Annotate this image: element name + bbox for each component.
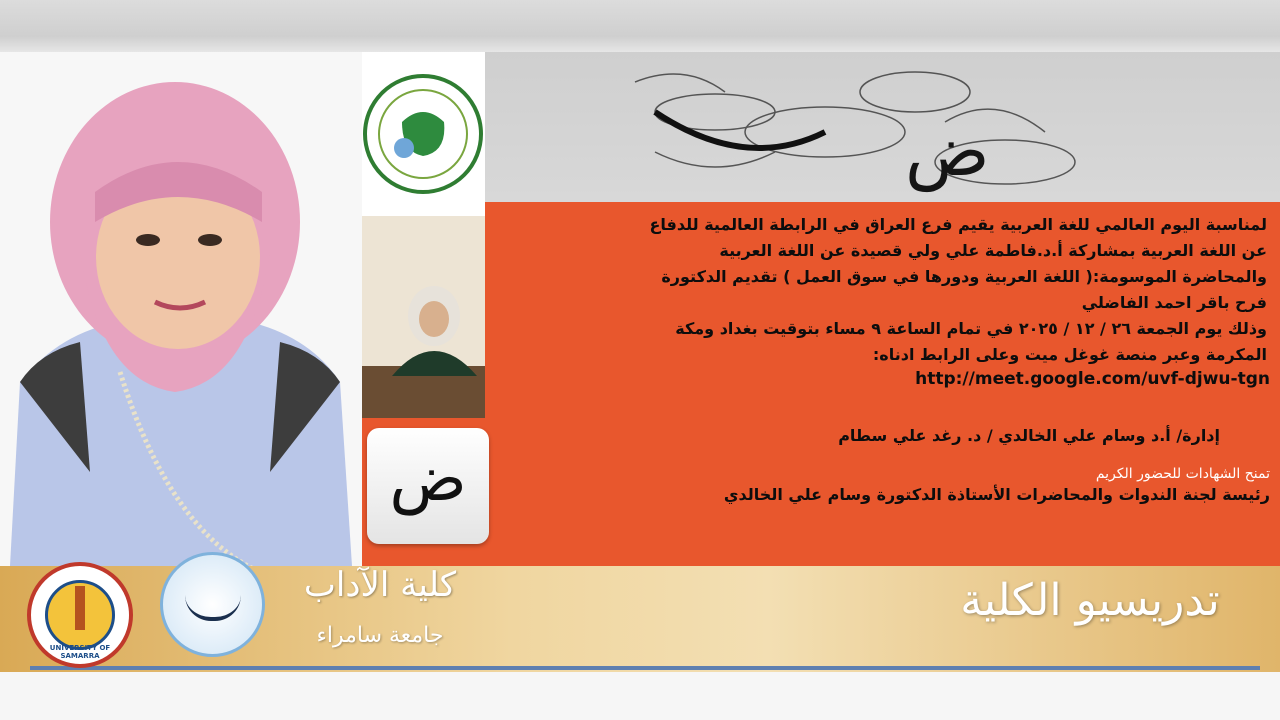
announcement-line: والمحاضرة الموسومة:( اللغة العربية ودورها في سوق العمل ) تقديم الدكتورة xyxy=(661,267,1267,286)
seal-caption: UNIVERSITY OF SAMARRA xyxy=(49,644,111,660)
calligraphy-banner xyxy=(485,52,1280,202)
top-band xyxy=(0,0,1280,52)
announcement-line: فرح باقر احمد الفاضلي xyxy=(1081,293,1267,312)
faculty-slogan: تدريسيو الكلية xyxy=(960,575,1220,626)
announcement-line: المكرمة وعبر منصة غوغل ميت وعلى الرابط ادناه: xyxy=(872,345,1267,364)
university-name: جامعة سامراء xyxy=(316,623,444,648)
minaret-icon xyxy=(75,586,85,630)
footer-divider xyxy=(30,666,1260,670)
university-seal xyxy=(27,562,133,668)
footer-strip xyxy=(0,672,1280,720)
committee-head: رئيسة لجنة الندوات والمحاضرات الأستاذة الدكتورة وسام علي الخالدي xyxy=(723,485,1270,504)
league-seal xyxy=(362,52,485,216)
faculty-name: كلية الآداب xyxy=(303,565,457,605)
book-icon xyxy=(185,595,241,621)
faculty-seal xyxy=(160,552,265,657)
announcement-line: وذلك يوم الجمعة ٢٦ / ١٢ / ٢٠٢٥ في تمام الساعة ٩ مساء بتوقيت بغداد ومكة xyxy=(675,319,1267,338)
administration-line: إدارة/ أ.د وسام علي الخالدي / د. رغد علي سطام xyxy=(838,426,1220,445)
lecturer-illustration xyxy=(362,216,485,418)
announcement-line: لمناسبة اليوم العالمي للغة العربية يقيم فرع العراق في الرابطة العالمية للدفاع xyxy=(649,215,1267,234)
announcement-text xyxy=(495,212,1267,368)
certificates-note: تمنح الشهادات للحضور الكريم xyxy=(1095,466,1270,482)
portrait-photo xyxy=(0,52,362,566)
meeting-link[interactable]: http://meet.google.com/uvf-djwu-tgn xyxy=(915,369,1270,389)
lecturer-photo xyxy=(362,216,485,418)
dad-letter: ض xyxy=(389,442,467,516)
portrait-illustration xyxy=(0,52,362,566)
dad-letter-tile xyxy=(367,428,489,544)
announcement-line: عن اللغة العربية بمشاركة أ.د.فاطمة علي ولي قصيدة عن اللغة العربية xyxy=(719,241,1267,260)
league-logo xyxy=(362,52,485,216)
calligraphy-illustration xyxy=(485,52,1280,202)
calligraphy-letter: ض xyxy=(905,110,990,192)
